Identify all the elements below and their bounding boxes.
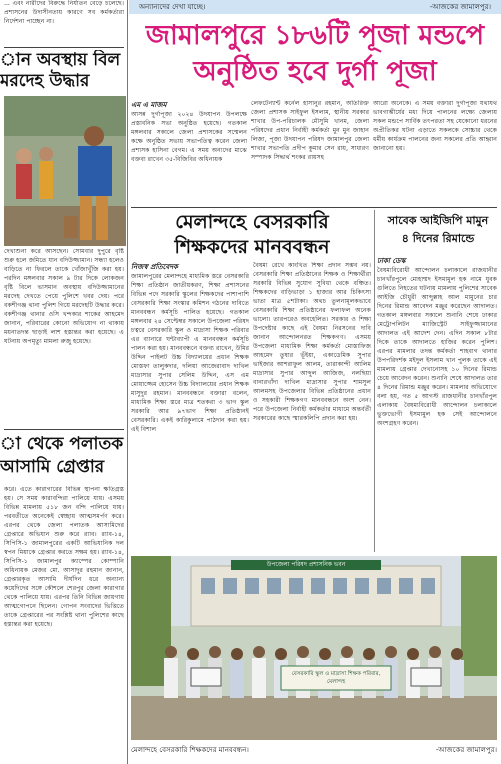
mamun-headline [377,212,499,256]
puja-col-2-text: লেফটেন্যান্ট কর্নেল হাসানুর রহমান, অতিরিক্ত জেলা প্রশাসক সাইফুল ইসলাম, স্থানীয় সরকার শাখার উপ-পরিচালক মৌসুমি খানম, জেলা পরিষদের প্রধান নির্বাহী কর্মকর্তা মুন মুন জাহান লিজা, পূজা উদযাপন পরিষদ জামালপুর জেলা শাখার সভাপতি প্রদীপ কুমার সেন রায়, সাধারণ সম্পাদক সিদ্ধার্থ শংকর রায়সহ [251,100,369,161]
top-caption-left: অন্যান্যদের দেখা যাচ্ছে। [139,2,206,11]
left-headline-2-line1: া থেকে পলাতক [0,434,124,454]
main-headline-line2: অনুষ্ঠিত হবে দুর্গা পূজা [193,56,437,87]
puja-col-3-text: আরো অনেকে। এ সময় বক্তারা দুর্গাপূজা যথাযথ ভাবগাম্ভীর্যের মধ্য দিয়ে পালনের লক্ষ্যে জেলায় সকল মন্ডপে সার্বিক তৎপরতা সহ যেকোনো ধরনের অপ্রীতিকর ঘটনা এড়াতে সকলকে সোচ্চার থেকে ধর্মীয় কার্যক্রম পালনের জন্য সকলের প্রতি আহ্বান জানানো হয়। [373,100,497,152]
puja-byline: এম এ মাজম [131,100,167,109]
teachers-col-1 [131,262,249,552]
left-story-2-text: করে। এতে কারাগারের বিভিন্ন স্থাপনা ক্ষতিগ্রস্ত হয়। সে সময় কারাবন্দিরা পালিয়ে যায়। এসময় বিভিন্ন মামলায় ৫১৮ জন বন্দি পালিয়ে যায়। পরবর্তীতে অনেকেই স্বেচ্ছায় আত্মসমর্পণ করে। এরপর থেকে জেলা পলাতক আসামিদের গ্রেপ্তারে অভিযান শুরু করে র‌্যাব। র‌্যাব-১৪, সিপিসি-১ জামালপুরের একটি আভিযানিক দল স্বপন মিয়াকে গ্রেপ্তার করতে সক্ষম হয়। র‌্যাব-১৪, সিপিসি-১ জামালপুর ক্যাম্পের কোম্পানি অধিনায়ক মেজর মো. আসাদুর রহমান জানান, গ্রেপ্তারকৃত আসামি দীর্ঘদিন ধরে অন্যান্য কয়েদিদের সঙ্গে কৌশলে শেরপুর জেলা কারাগার থেকে পালিয়ে যায়। এরপর তিনি বিভিন্ন জায়গায় আত্মগোপনে ছিলেন। গোপন সংবাদের ভিত্তিতে তাকে গ্রেপ্তারের পর সংশ্লিষ্ট থানা পুলিশের কাছে হস্তান্তর করা হয়েছে। [4,486,124,628]
mamun-headline-line2: ৪ দিনের রিমান্ডে [401,232,475,245]
puja-col-1 [131,100,247,206]
left-divider-2 [4,429,124,430]
left-story-2 [4,486,124,760]
mamun-headline-line1: সাবেক আইজিপি মামুন [387,214,489,227]
photo-caption-left: মেলান্দহে বেসরকারি শিক্ষকদের মানববন্ধন। [131,745,249,754]
top-caption-right: -আজকের জামালপুর। [429,2,491,11]
left-headline-1-line2: মরদেহ উদ্ধার [0,71,90,91]
teachers-headline-line2: শিক্ষকদের মানববন্ধন [174,236,330,258]
top-caption-band [129,0,501,14]
left-story-1-text: দেখাশুনা করে আসছেন। সোমবার দুপুরে বৃষ্টি শুরু হলে জমিতে যান বদিউজ্জামান। সন্ধ্যা হলেও বাড়িতে না ফিরলে তাকে খোঁজাখুঁজি করা হয়। পরদিন মঙ্গলবার সকাল ৯ টার দিকে লোকজন বৃষ্টি বিলে ভাসমান অবস্থায় বদিউজ্জামানের মরদেহ দেখতে পেয়ে পুলিশে খবর দেয়। পরে বকশীগঞ্জ থানা পুলিশ গিয়ে মরদেহটি উদ্ধার করে। বকশীগঞ্জ থানার ওসি খন্দকার শাকের আহমেদ জানান, পরিবারের কোনো অভিযোগ না থাকায় ময়নাতদন্ত ছাড়াই লাশ হস্তান্তর করা হয়েছে। এ ঘটনায় অপমৃত্যু মামলা রুজু হয়েছে। [4,248,124,345]
mamun-body [377,256,497,552]
left-top-snippet [4,0,124,46]
puja-col-2 [251,100,369,206]
main-headline [129,18,501,96]
teachers-headline-line1: মেলান্দহে বেসরকারি [175,211,329,233]
teachers-byline: নিজস্ব প্রতিবেদক [131,262,178,271]
vertical-divider [127,0,128,764]
main-headline-line1: জামালপুরে ১৮৬টি পূজা মন্ডপে [145,20,485,51]
left-story-1 [4,248,124,428]
photo-caption [131,742,497,758]
left-headline-1 [0,50,126,94]
left-headline-2-line2: আসামি গ্রেপ্তার [0,457,105,477]
puja-divider [131,207,497,208]
puja-col-3 [373,100,497,206]
teachers-col-2 [253,262,371,552]
mamun-byline: ঢাকা ডেস্ক [377,256,406,265]
left-headline-1-line1: ান অবস্থায় বিল [0,50,121,70]
puja-col-1-text: আসন্ন দুর্গাপূজা ২০২৪ উদযাপন উপলক্ষে প্রস্তাবনিক সভা অনুষ্ঠিত হয়েছে। গতকাল মঙ্গলবার সকালে জেলা প্রশাসকের সম্মেলন কক্ষে অনুষ্ঠিত সভায় সভাপতিত্ব করেন জেলা প্রশাসক হাসিনা বেগম। এ সময় অন্যদের মাঝে বক্তব্য রাখেন ৩৫-বিজিবির অধিনায়ক [131,111,247,164]
teachers-headline [131,210,373,260]
photo-caption-right: -আজকের জামালপুর। [435,745,497,754]
mamun-left-divider [374,210,375,552]
teachers-col-1-text: জামালপুরের মেলান্দহে মাধ্যমিক স্তরে বেসরকারি শিক্ষা প্রতিষ্ঠান জাতীয়করণ, শিক্ষা প্রশাসনের বিভিন্ন পদে সরকারি স্কুলের শিক্ষকদের পাশাপাশি বেসরকারি শিক্ষা সংস্কার কমিশন গঠনের দাবিতে মানববন্ধন কর্মসূচি পালিত হয়েছে। গতকাল মঙ্গলবার ২৪ সেপ্টেম্বর সকালে উপজেলা পরিষদ চত্বরে বেসরকারি স্কুল ও মাদ্রাসা শিক্ষক পরিবার এর ব্যানারে ঘন্টাব্যাপী এ মানববন্ধন কর্মসূচি পালন করা হয়। মানববন্ধনে বক্তব্য রাখেন, উমির উদ্দিন পাইলট উচ্চ বিদ্যালয়ের প্রধান শিক্ষক মোস্তফা তালুকদার, দলিয়া আজেরাবাদ দাখিল মাদ্রাসার সুপার সেলিম উদ্দিন, এস এম মোয়াজ্জেম হোসেন উচ্চ বিদ্যালয়ের প্রধান শিক্ষক মাসুদুর রহমান। মানববন্ধনে বক্তারা বলেন, মাধ্যমিক শিক্ষা স্তরে মাত্র শতকরা ৩ ভাগ স্কুল সরকারি আর ৯৭ভাগ শিক্ষা প্রতিষ্ঠানই বেসরকারি। একই কারিকুলামে পাঠদান করা হয়। এই বিশাল [131,273,249,433]
photo-building-sign: উপজেলা পরিষদ প্রশাসনিক ভবন [266,561,346,568]
left-divider-1 [4,47,124,48]
mamun-text: বৈষম্যবিরোধী আন্দোলন চলাকালে রাজধানীর চানখাঁরপুলে মোহাম্মদ ইসমামুল হক নামে যুবক গুলিতে নিহতের ঘটনায় মামলায় পুলিশের সাবেক আইজি চৌধুরী আব্দুল্লাহ আল মামুনের চার দিনের রিমান্ড আবেদন মঞ্জুর করেছেন আদালত। গতকাল মঙ্গলবার সকালে শুনানি শেষে ঢাকার মেট্রোপলিটন ম্যাজিস্ট্রেট সাইফুজ্জামানের আদালত এই আদেশ দেন। এদিন সকাল ৮টার দিকে তাকে আদালতে হাজির করেন পুলিশ। এরপর মামলার তদন্ত কর্মকর্তা শাহবাগ থানার উপপরিদর্শক মইদুল ইসলাম খান পুলক তাকে এই মামলায় গ্রেপ্তার দেখানোসহ ১০ দিনের রিমান্ড চেয়ে আবেদন করেন। শুনানি শেষে আদালত তার ৪ দিনের রিমান্ড মঞ্জুর করেন। মামলার অভিযোগে বলা হয়, গত ৫ আগস্ট রাজধানীর চানখাঁরপুল এলাকায় বৈষম্যবিরোধী আন্দোলন চলাকালে ভুক্তভোগী ইসমামুল হক সেই আন্দোলনে অংশগ্রহণ করেন। [377,267,497,427]
photo-banner: বেসরকারি স্কুল ও মাদ্রাসা শিক্ষক পরিবার, মেলান্দহ [291,671,381,685]
human-chain-photo [131,556,497,740]
left-photo-man [4,96,126,246]
left-top-snippet-text: ... এবং নারীদের বিরুদ্ধে নির্যাতন বেড়ে চলেছে। প্রশাসনের উদাসীনতায় কারণে সব কর্মকর্তারা নির্দেশনা পাচ্ছেন না। [4,0,124,25]
left-headline-2 [0,433,126,483]
teachers-col-2-text: বৈষম্য রেখে কাংখিত শিক্ষা প্রদান সম্ভব নয়। বেসরকারি শিক্ষা প্রতিষ্ঠানের শিক্ষক ও শিক্ষার্থীরা সরকারি বিভিন্ন সুযোগ সুবিধা থেকে বঞ্চিত। শিক্ষকদের বাড়িভাড়া ১ হাজার আর চিকিৎসা ভাতা মাত্র ৫শটাকা। অথচ তুলনামূলকভাবে বেসরকারি শিক্ষা প্রতিষ্ঠানের ফলাফল অনেক ভালো। তারপরেও অবহেলিত। সরকার ও শিক্ষা উপদেষ্টার কাছে এই বৈষম্য নিরসনের দাবি জানান আন্দোলনরত শিক্ষকগণ। এসময় উপজেলা মাধ্যমিক শিক্ষা কর্মকর্তা মোস্তাফিজ আহমেদ তুষার ভূঁইয়া, একাডেমিক সুপার ভাইজার আশরাফুল আলম, তারাকান্দী আলিম মাদ্রাসার সুপার আব্দুল আজিজ, নলছিয়া বানারখাঁদা দাখিল মাদ্রাসার সুপার শামসুল আলমসহ উপজেলার বিভিন্ন প্রতিষ্ঠানের প্রধান ও সহকারী শিক্ষকগণ মানববন্ধনে অংশ নেন। পরে উপজেলা নির্বাহী কর্মকর্তার মাধ্যমে অন্তর্বর্তী সরকারের কাছে স্মারকলিপি প্রদান করা হয়। [253,262,371,422]
